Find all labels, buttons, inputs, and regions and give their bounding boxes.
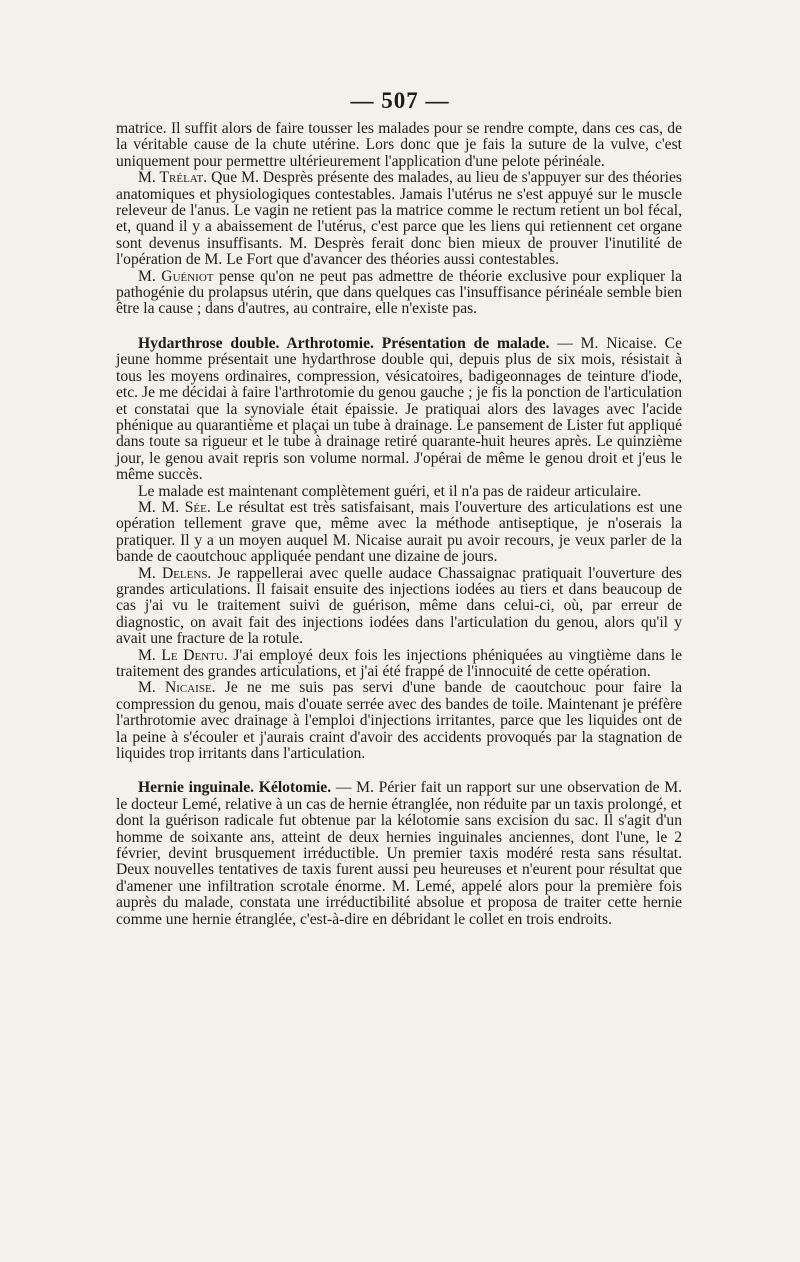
paragraph: matrice. Il suffit alors de faire tousser les malades pour se rendre compte, dans ces cas, de la véritable cause de la chute utérine. Lors donc que je fais la suture de la vulve, c'est uniquement pour permettre ultérieurement l'application d'une pelote périnéale. xyxy=(116,120,682,170)
speaker-name: M. M. Sée. xyxy=(138,498,211,516)
speaker-name: M. Delens. xyxy=(138,564,212,582)
section-paragraph: Hydarthrose double. Arthrotomie. Présentation de malade. — M. Nicaise. Ce jeune homme présentait une hydarthrose double qui, depuis plus de six mois, résistait à tous les moyens ordinaires, compression, vésicatoires, badigeonnages de teinture d'iode, etc. Je me décidai à faire l'arthrotomie du genou gauche ; je fis la ponction de l'articulation et constatai que la synoviale était épaissie. Je pratiquai alors des lavages avec l'acide phénique au quarantième et plaçai un tube à drainage. Le pansement de Lister fut appliqué dans toute sa rigueur et le tube à drainage retiré quarante-huit heures après. Le quinzième jour, le genou avait repris son volume normal. J'opérai de même le genou droit et j'eus le même succès. xyxy=(116,334,682,484)
paragraph: Le malade est maintenant complètement guéri, et il n'a pas de raideur articulaire. xyxy=(138,482,642,500)
speaker-name: M. Le Dentu. xyxy=(138,646,228,664)
speaker-name: M. Trélat. xyxy=(138,169,208,187)
section-paragraph: Hernie inguinale. Kélotomie. — M. Périer fait un rapport sur une observation de M. le docteur Lemé, relative à un cas de hernie étranglée, non réduite par un taxis prolongé, et dont la guérison radicale fut obtenue par la kélotomie sans excision du sac. Il s'agit d'un homme de soixante ans, atteint de deux hernies inguinales anciennes, dont l'une, le 2 février, devint brusquement irréductible. Un premier taxis modéré resta sans résultat. Deux nouvelles tentatives de taxis furent aussi peu heureuses et n'eurent pour résultat que d'amener une infiltration scrotale énorme. M. Lemé, appelé alors pour la première fois auprès du malade, constata une irréductibilité absolue et proposa de traiter cette hernie comme une hernie étranglée, c'est-à-dire en débridant le collet en trois endroits. xyxy=(116,779,682,928)
paragraph: M. Guéniot pense qu'on ne peut pas admettre de théorie exclusive pour expliquer la pathogénie du prolapsus utérin, que dans quelques cas l'insuffisance périnéale semble bien être la cause ; dans d'autres, au contraire, elle n'existe pas. xyxy=(116,267,682,318)
paragraph: M. M. Sée. Le résultat est très satisfaisant, mais l'ouverture des articulations est une opération tellement grave que, même avec la méthode antiseptique, je n'oserais la pratiquer. Il y a un moyen auquel M. Nicaise aurait pu avoir recours, je veux parler de la bande de caoutchouc appliquée pendant une dizaine de jours. xyxy=(116,498,682,566)
paragraph: M. Nicaise. Je ne me suis pas servi d'une bande de caoutchouc pour faire la compression du genou, mais d'ouate serrée avec des bandes de toile. Maintenant je préfère l'arthrotomie avec drainage à l'emploi d'injections irritantes, parce que les liquides ont de la peine à s'écouler et j'aurais craint d'avoir des accidents provoqués par la stagnation de liquides trop irritants dans l'articulation. xyxy=(116,679,682,763)
body-text xyxy=(116,121,682,928)
paragraph: M. Le Dentu. J'ai employé deux fois les injections phéniquées au vingtième dans le traitement des grandes articulations, et j'ai été frappé de l'innocuité de cette opération. xyxy=(116,646,682,680)
speaker-name: M. Guéniot xyxy=(138,267,214,285)
section-heading: Hernie inguinale. Kélotomie. xyxy=(138,779,332,797)
section-heading: Hydarthrose double. Arthrotomie. Présentation de malade. xyxy=(138,334,550,352)
paragraph: M. Trélat. Que M. Desprès présente des malades, au lieu de s'appuyer sur des théories anatomiques et physiologiques contestables. Jamais l'utérus ne s'est appuyé sur le muscle releveur de l'anus. Le vagin ne retient pas la matrice comme le rectum retient un bol fécal, et, quand il y a abaissement de l'utérus, c'est parce que les liens qui retiennent cet organe sont devenus insuffisants. M. Desprès ferait donc bien mieux de prouver l'inutilité de l'opération de M. Le Fort que d'avancer des théories aussi contestables. xyxy=(116,169,682,269)
speaker-name: M. Nicaise. xyxy=(138,679,216,697)
paragraph: M. Delens. Je rappellerai avec quelle audace Chassaignac pratiquait l'ouverture des grandes articulations. Il faisait ensuite des injections iodées au tiers et dans beaucoup de cas j'ai vu le traitement suivi de guérison, même dans celui-ci, où, par erreur de diagnostic, on avait fait des injections iodées dans l'articulation du genou, alors qu'il y avait une fracture de la rotule. xyxy=(116,564,683,648)
page-number: — 507 — xyxy=(350,88,450,113)
